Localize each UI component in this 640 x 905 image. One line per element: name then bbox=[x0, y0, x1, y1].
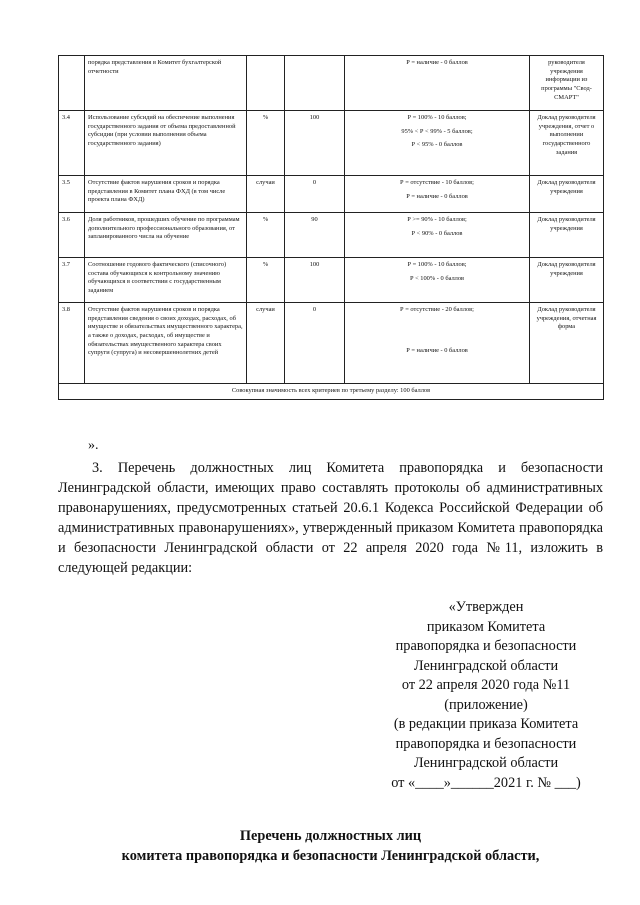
approval-line: (в редакции приказа Комитета bbox=[393, 716, 579, 732]
criterion-text: порядка представления в Комитет бухгалтерской отчетности bbox=[85, 56, 247, 111]
table-row bbox=[59, 303, 604, 384]
score-line: Р < 95% - 0 баллов bbox=[411, 141, 463, 149]
score-cell bbox=[345, 303, 530, 384]
closing-quote: ». bbox=[88, 438, 99, 453]
table-row bbox=[59, 111, 604, 176]
target-cell: 0 bbox=[285, 176, 345, 213]
row-number: 3.8 bbox=[59, 303, 85, 384]
source-cell: руководителя учреждения информации из программы "Свод-СМАРТ" bbox=[530, 56, 604, 111]
target-cell bbox=[285, 56, 345, 111]
approval-line: «Утвержден bbox=[448, 599, 524, 615]
unit-cell: случаи bbox=[247, 176, 285, 213]
approval-line: приказом Комитета bbox=[426, 618, 546, 635]
approval-line: правопорядка и безопасности bbox=[395, 735, 577, 752]
source-cell: Доклад руководителя учреждения bbox=[530, 213, 604, 258]
criterion-text: Отсутствие фактов нарушения сроков и порядка представления в Комитет плана ФХД (в том числе проекта плана ФХД) bbox=[85, 176, 247, 213]
unit-cell: % bbox=[247, 258, 285, 303]
approval-line: Ленинградской области bbox=[413, 755, 559, 771]
unit-cell: % bbox=[247, 111, 285, 176]
source-cell: Доклад руководителя учреждения bbox=[530, 176, 604, 213]
title-line: комитета правопорядка и безопасности Ленинградской области, bbox=[121, 848, 540, 864]
score-line: Р < 90% - 0 баллов bbox=[411, 229, 463, 237]
score-cell bbox=[345, 176, 530, 213]
score-line: Р = наличие - 0 баллов bbox=[406, 59, 468, 66]
document-title bbox=[58, 826, 603, 866]
score-line: Р >= 90% - 10 баллов; bbox=[407, 216, 467, 223]
criterion-text: Соотношение годового фактического (списочного) состава обучающихся к контрольному значению обучающихся в соответствии с государственным заданием bbox=[85, 258, 247, 303]
criterion-text: Доля работников, прошедших обучение по программам дополнительного профессионального образования, от запланированного числа на обучение bbox=[85, 213, 247, 258]
row-number: 3.5 bbox=[59, 176, 85, 213]
score-line: Р < 100% - 0 баллов bbox=[409, 274, 465, 282]
row-number: 3.6 bbox=[59, 213, 85, 258]
approval-line: (приложение) bbox=[444, 696, 528, 713]
approval-stamp-block bbox=[355, 598, 617, 793]
unit-cell: случаи bbox=[247, 303, 285, 384]
total-significance: Совокупная значимость всех критериев по третьему разделу: 100 баллов bbox=[59, 384, 604, 400]
target-cell: 90 bbox=[285, 213, 345, 258]
approval-line: правопорядка и безопасности bbox=[395, 638, 577, 654]
table-row bbox=[59, 258, 604, 303]
score-line: Р = наличие - 0 баллов bbox=[406, 346, 468, 354]
approval-line: от «____»______2021 г. № ___) bbox=[391, 774, 581, 791]
source-cell: Доклад руководителя учреждения, отчетная форма bbox=[530, 303, 604, 384]
score-cell bbox=[345, 258, 530, 303]
score-line: Р = отсутствие - 10 баллов; bbox=[400, 179, 474, 186]
score-line: Р = наличие - 0 баллов bbox=[406, 192, 468, 200]
source-cell: Доклад руководителя учреждения bbox=[530, 258, 604, 303]
score-line: Р = 100% - 10 баллов; bbox=[407, 114, 467, 121]
score-cell bbox=[345, 213, 530, 258]
target-cell: 100 bbox=[285, 111, 345, 176]
score-line: Р = отсутствие - 20 баллов; bbox=[400, 306, 474, 313]
table-row bbox=[59, 176, 604, 213]
source-cell: Доклад руководителя учреждения, отчет о выполнении государственного задания bbox=[530, 111, 604, 176]
table-row bbox=[59, 213, 604, 258]
table-row bbox=[59, 56, 604, 111]
row-number bbox=[59, 56, 85, 111]
target-cell: 100 bbox=[285, 258, 345, 303]
target-cell: 0 bbox=[285, 303, 345, 384]
amendment-paragraph: 3. Перечень должностных лиц Комитета правопорядка и безопасности Ленинградской области, имеющих право составлять протоколы об административных правонарушениях, предусмотренных статьей 20.6.1 Кодекса Российской Федерации об административных правонарушениях», утвержденный приказом Комитета правопорядка и безопасности Ленинградской области от 22 апреля 2020 года №11, изложить в следующей редакции: bbox=[58, 460, 603, 576]
table-total-row bbox=[59, 384, 604, 400]
score-line: 95% < Р < 99% - 5 баллов; bbox=[401, 127, 473, 135]
score-cell bbox=[345, 111, 530, 176]
approval-line: от 22 апреля 2020 года №11 bbox=[401, 677, 571, 693]
approval-line: Ленинградской области bbox=[413, 657, 559, 674]
criteria-table bbox=[58, 55, 604, 400]
criterion-text: Отсутствие фактов нарушения сроков и порядка представления сведения о своих доходах, расходах, об имуществе и обязательствах имущественного характера, а также о доходах, расходах, об имуществе и обязательствах имущественного характера своих супруги (супруга) и несовершеннолетних детей bbox=[85, 303, 247, 384]
unit-cell: % bbox=[247, 213, 285, 258]
row-number: 3.7 bbox=[59, 258, 85, 303]
row-number: 3.4 bbox=[59, 111, 85, 176]
title-line: Перечень должностных лиц bbox=[239, 828, 422, 844]
unit-cell bbox=[247, 56, 285, 111]
criterion-text: Использование субсидий на обеспечение выполнения государственного задания от объема предоставленной субсидии (при условии выполнения объема государственного задания) bbox=[85, 111, 247, 176]
score-cell bbox=[345, 56, 530, 111]
score-line: Р = 100% - 10 баллов; bbox=[407, 261, 467, 268]
